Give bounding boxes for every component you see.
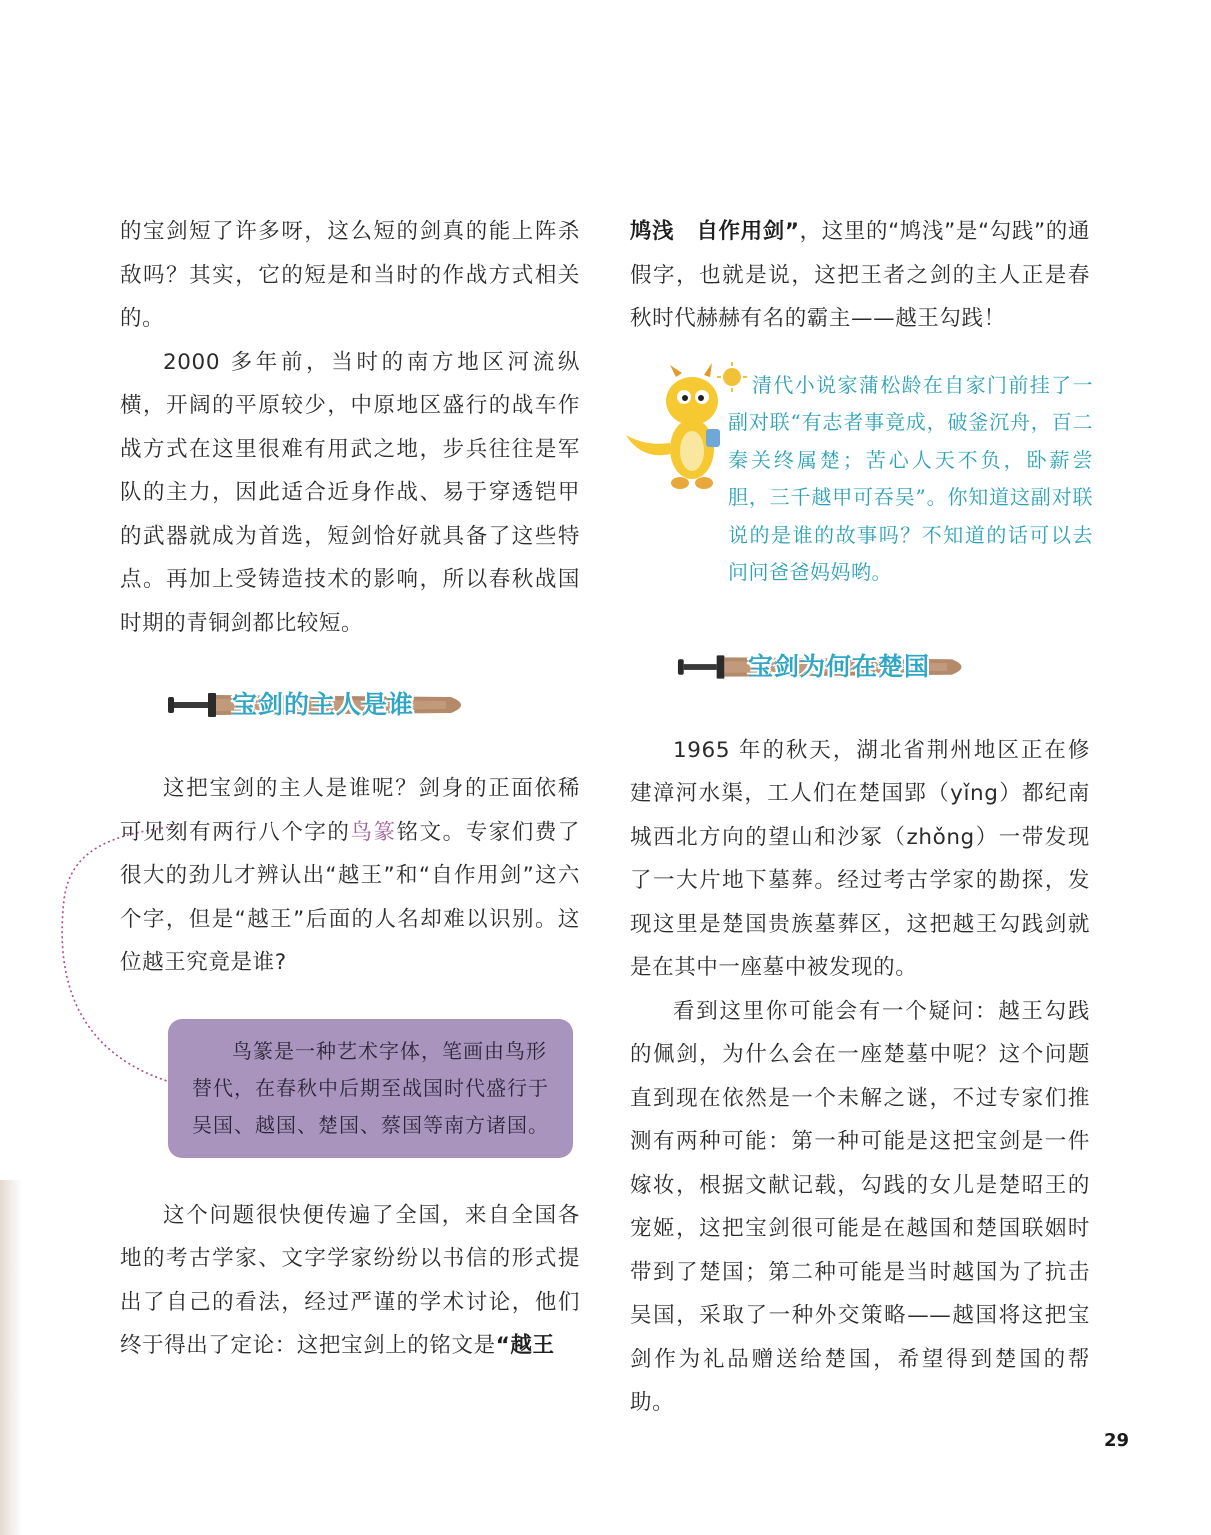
inscription-end: 鸠浅 自作用剑” <box>630 219 800 244</box>
tip-box <box>630 367 1093 617</box>
left-paragraph-3 <box>120 767 580 985</box>
section-title-chu: 宝剑为何在楚国 <box>748 651 931 681</box>
niaozhuan-term: 鸟篆 <box>350 819 397 845</box>
left-paragraph-2: 2000 多年前，当时的南方地区河流纵横，开阔的平原较少，中原地区盛行的战车作战方式在这里很难有用武之地，步兵往往是军队的主力，因此适合近身作战、易于穿透铠甲的武器就成为首选，短剑恰好就具备了这些特点。再加上受铸造技术的影响，所以春秋战国时期的青铜剑都比较短。 <box>120 349 580 636</box>
paragraph-4-text: 这个问题很快便传遍了全国，来自全国各地的考古学家、文字学家纷纷以书信的形式提出了自己的看法，经过严谨的学术讨论，他们终于得出了定论：这把宝剑上的铭文是 <box>120 1202 580 1358</box>
right-paragraph-2: 1965 年的秋天，湖北省荆州地区正在修建漳河水渠，工人们在楚国郢（yǐng）都纪南城西北方向的望山和沙冢（zhǒng）一带发现了一大片地下墓葬。经过考古学家的勘探，发现这里是楚国贵族墓葬区，这把越王勾践剑就是在其中一座墓中被发现的。 <box>630 737 1090 980</box>
note-text: 鸟篆是一种艺术字体，笔画由鸟形替代，在春秋中后期至战国时代盛行于吴国、越国、楚国、蔡国等南方诸国。 <box>192 1038 549 1137</box>
section-title-owner: 宝剑的主人是谁 <box>232 690 415 719</box>
inscription-start: “越王 <box>495 1333 555 1358</box>
left-paragraph-1: 的宝剑短了许多呀，这么短的剑真的能上阵杀敌吗？其实，它的短是和当时的作战方式相关的。 <box>120 219 580 331</box>
left-paragraph-4 <box>120 1194 580 1368</box>
paragraph-3-text-b: 铭文。专家们费了很大的劲儿才辨认出“越王”和“自作用剑”这六个字，但是“越王”后面的人名却难以识别。这位越王究竟是谁? <box>120 819 580 975</box>
section-heading-owner <box>120 675 580 739</box>
section-heading-chu <box>630 637 1090 701</box>
paragraph-1-text: ，这里的“鸠浅”是“勾践”的通假字，也就是说，这把王者之剑的主人正是春秋时代赫赫有名的霸主——越王勾践！ <box>630 219 1090 331</box>
tip-text: 清代小说家蒲松龄在自家门前挂了一副对联“有志者事竟成，破釜沉舟，百二秦关终属楚；苦心人天不负，卧薪尝胆，三千越甲可吞吴”。你知道这副对联说的是谁的故事吗？不知道的话可以去问问爸爸妈妈哟。 <box>728 372 1093 584</box>
right-paragraph-3: 看到这里你可能会有一个疑问：越王勾践的佩剑，为什么会在一座楚墓中呢？这个问题直到现在依然是一个未解之谜，不过专家们推测有两种可能：第一种可能是这把宝剑是一件嫁妆，根据文献记载，勾践的女儿是楚昭王的宠姬，这把宝剑很可能是在越国和楚国联姻时带到了楚国；第二种可能是当时越国为了抗击吴国，采取了一种外交策略——越国将这把宝剑作为礼品赠送给楚国，希望得到楚国的帮助。 <box>630 998 1090 1415</box>
note-box-niaozhuan <box>168 1019 573 1158</box>
right-paragraph-1 <box>630 210 1090 341</box>
paragraph-3-text-a: 这把宝剑的主人是谁呢？剑身的正面依稀可见刻有两行八个字的 <box>120 776 580 845</box>
page-number: 29 <box>1104 1430 1130 1451</box>
left-column <box>120 210 580 1368</box>
right-column <box>630 210 1093 1425</box>
page-edge-shadow <box>0 1180 22 1535</box>
